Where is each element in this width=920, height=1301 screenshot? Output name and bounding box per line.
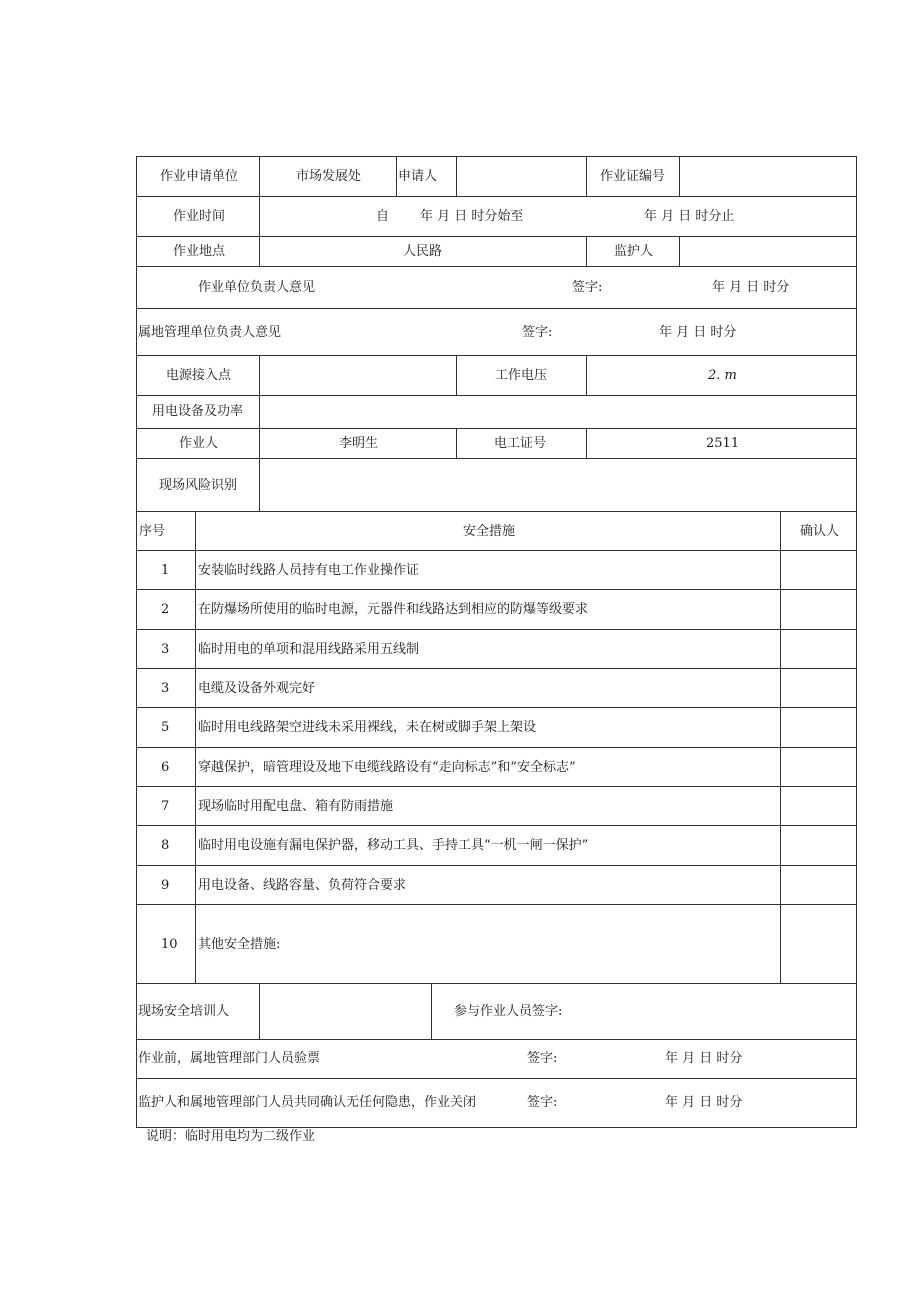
guardian-field[interactable] <box>681 238 854 265</box>
confirm-cell[interactable] <box>782 670 854 706</box>
unit-head-sign-label: 签字: <box>572 280 603 295</box>
location-value: 人民路 <box>403 244 443 259</box>
measure-text: 电缆及设备外观完好 <box>198 681 316 696</box>
measure-text: 在防爆场所使用的临时电源，元器件和线路达到相应的防爆等级要求 <box>198 602 589 617</box>
measures-header: 安全措施 <box>463 524 516 539</box>
confirm-header: 确认人 <box>800 524 840 539</box>
measure-text: 临时用电设施有漏电保护器，移动工具、手持工具“一机一闸一保护” <box>198 838 589 853</box>
measure-text: 现场临时用配电盘、箱有防雨措施 <box>198 799 394 814</box>
applicant-unit-label: 作业申请单位 <box>160 169 239 184</box>
trainer-field[interactable] <box>261 985 429 1038</box>
measure-text: 其他安全措施: <box>198 937 281 952</box>
measure-text: 穿越保护，暗管理设及地下电缆线路设有“走向标志”和“安全标志” <box>198 760 576 775</box>
territory-head-opinion-label: 属地管理单位负责人意见 <box>138 325 282 340</box>
measure-no: 10 <box>161 937 178 952</box>
applicant-field[interactable] <box>458 158 584 194</box>
applicant-label: 申请人 <box>398 169 438 184</box>
measure-no: 3 <box>161 642 170 657</box>
pre-check-sign-label: 签字: <box>527 1051 558 1066</box>
confirm-cell[interactable] <box>782 709 854 746</box>
worker-label: 作业人 <box>179 436 219 451</box>
confirm-cell[interactable] <box>782 591 854 628</box>
equipment-field[interactable] <box>261 397 854 427</box>
confirm-cell[interactable] <box>782 749 854 785</box>
confirm-cell[interactable] <box>782 631 854 667</box>
equipment-label: 用电设备及功率 <box>152 404 244 419</box>
measure-text: 临时用电线路架空进线未采用裸线，未在树或脚手架上架设 <box>198 720 537 735</box>
power-point-label: 电源接入点 <box>166 368 232 383</box>
pre-check-date[interactable]: 年 月 日 时分 <box>665 1051 743 1066</box>
permit-number-label: 作业证编号 <box>600 169 666 184</box>
location-label: 作业地点 <box>173 244 226 259</box>
work-time-start-date[interactable]: 年 月 日 时分始至 <box>420 209 524 224</box>
pre-check-label: 作业前，属地管理部门人员验票 <box>138 1051 321 1066</box>
close-sign-label: 签字: <box>527 1095 558 1110</box>
confirm-cell[interactable] <box>782 867 854 903</box>
measure-no: 9 <box>161 878 170 893</box>
voltage-value: 2. m <box>708 368 737 383</box>
territory-head-date[interactable]: 年 月 日 时分 <box>659 325 737 340</box>
measure-text: 临时用电的单项和混用线路采用五线制 <box>198 642 420 657</box>
measure-no: 1 <box>161 563 170 578</box>
form-note: 说明：临时用电均为二级作业 <box>146 1129 316 1144</box>
risk-field[interactable] <box>261 460 854 510</box>
measure-text: 安装临时线路人员持有电工作业操作证 <box>198 563 420 578</box>
worker-value: 李明生 <box>339 436 379 451</box>
unit-head-date[interactable]: 年 月 日 时分 <box>712 280 790 295</box>
measure-no: 5 <box>161 720 170 735</box>
territory-head-sign-label: 签字: <box>522 325 553 340</box>
participants-sign-label: 参与作业人员签字: <box>454 1004 563 1019</box>
close-date[interactable]: 年 月 日 时分 <box>665 1095 743 1110</box>
measure-text: 用电设备、线路容量、负荷符合要求 <box>198 878 407 893</box>
work-time-label: 作业时间 <box>173 209 226 224</box>
measures-no-header: 序号 <box>139 524 166 539</box>
measure-no: 7 <box>161 799 170 814</box>
work-time-from: 自 <box>376 209 390 224</box>
risk-label: 现场风险识别 <box>159 478 238 493</box>
confirm-cell[interactable] <box>782 788 854 824</box>
voltage-label: 工作电压 <box>495 368 548 383</box>
confirm-cell[interactable] <box>782 827 854 864</box>
confirm-cell[interactable] <box>782 552 854 588</box>
electrician-cert-label: 电工证号 <box>494 436 547 451</box>
applicant-unit-value: 市场发展处 <box>296 169 362 184</box>
electrician-cert-value: 2511 <box>706 436 740 451</box>
measure-no: 6 <box>161 760 170 775</box>
unit-head-opinion-label: 作业单位负责人意见 <box>198 280 316 295</box>
close-label: 监护人和属地管理部门人员共同确认无任何隐患，作业关闭 <box>138 1095 477 1110</box>
measure-no: 3 <box>161 681 170 696</box>
permit-number-field[interactable] <box>681 158 854 194</box>
measure-no: 2 <box>161 602 170 617</box>
confirm-cell[interactable] <box>782 906 854 982</box>
power-point-field[interactable] <box>261 357 454 393</box>
measure-no: 8 <box>161 838 170 853</box>
work-time-end-date[interactable]: 年 月 日 时分止 <box>644 209 735 224</box>
guardian-label: 监护人 <box>614 244 654 259</box>
trainer-label: 现场安全培训人 <box>138 1004 230 1019</box>
